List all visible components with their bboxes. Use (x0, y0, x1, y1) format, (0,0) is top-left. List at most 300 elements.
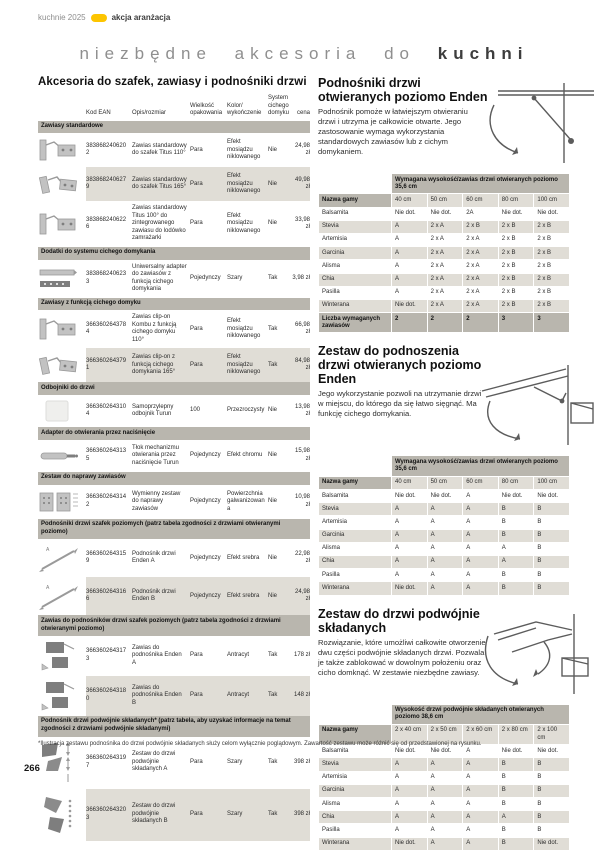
size-column-header: 2 x 60 cm (463, 725, 498, 744)
range-column-header: Nazwa gamy (319, 477, 391, 489)
range-row (319, 745, 569, 757)
product-ean: 3663602643104 (86, 403, 127, 418)
product-image-cell (38, 260, 86, 298)
product-color: Efekt chromu (227, 452, 263, 459)
size-column-header: 2 x 50 cm (428, 725, 463, 744)
range-value: 2 x A (466, 289, 480, 296)
product-image-cell (38, 201, 86, 247)
product-price: 3,98 zł (292, 274, 310, 281)
range-value: 2 x A (463, 300, 498, 312)
product-pack-size: Para (190, 325, 203, 332)
product-color: Efekt mosiądzu niklowanego (227, 167, 268, 201)
band-row (319, 456, 569, 475)
range-name: Winterana (319, 838, 391, 850)
range-value: A (463, 758, 498, 770)
range-value: A (395, 236, 400, 243)
product-pack-size: Pojedynczy (190, 452, 221, 459)
range-value: 2 x B (499, 300, 534, 312)
product-color: Efekt srebra (227, 577, 268, 615)
ean-column-header: Kod EAN (86, 110, 111, 116)
product-price: 24,98 zł (290, 577, 310, 615)
diagram-bifold-set (478, 612, 596, 696)
footnote: *Ilustracja zestawu podnośnika do drzwi podwójnie składanych służy celom wyłącznie poglądowym. Zawartość zestawu może różnić się od przedstawionej na rysunku. (38, 741, 482, 747)
product-softclose: Nie (268, 407, 278, 414)
table-section-label: Podnośniki drzwi szafek poziomych (patrz tabela zgodności z drzwiami otwieranymi poziomo) (38, 519, 310, 540)
product-pack-size: Pojedynczy (190, 577, 227, 615)
accessories-header-row (38, 93, 310, 121)
product-price: 178 zł (293, 652, 310, 659)
range-value: B (501, 518, 506, 525)
range-value: A (395, 774, 400, 781)
hinge-count-value: 2 (428, 313, 463, 332)
table-section-label: Zawiasy standardowe (38, 121, 310, 134)
product-pack-size: 100 (190, 407, 201, 414)
range-value: A (392, 556, 427, 568)
product-price: 13,98 zł (294, 403, 310, 418)
product-price: 398 zł (293, 758, 310, 765)
info-section-body (318, 638, 596, 698)
band-row (319, 705, 569, 724)
product-price: 10,98 zł (294, 494, 310, 508)
range-value: A (463, 582, 498, 594)
hinge-count-value: 3 (499, 313, 534, 332)
product-image-cell (38, 133, 86, 167)
range-value: A (463, 503, 498, 515)
price-column-header: cena (296, 110, 310, 116)
range-value: B (534, 582, 569, 594)
product-row (38, 310, 310, 348)
range-value: A (430, 800, 435, 807)
product-image-cell (38, 539, 86, 577)
hinge-count-value: 2 (463, 313, 498, 332)
product-price: 66,98 zł (294, 321, 310, 336)
product-image-lift-hinge (38, 640, 80, 672)
product-description: Samoprzylepny odbojnik Turun (132, 403, 174, 418)
range-value: A (428, 838, 463, 850)
range-value: B (537, 518, 542, 525)
range-name: Balsamita (322, 492, 349, 499)
range-value: A (428, 758, 463, 770)
info-section-title: Podnośniki drzwi otwieranych poziomo Enden (318, 76, 488, 104)
range-value: Nie dot. (534, 838, 569, 850)
range-value: A (395, 262, 400, 269)
size-column-header: 80 cm (499, 477, 534, 489)
product-image-cell (38, 636, 86, 676)
product-ean: 3838682406233 (86, 271, 127, 285)
size-column-header: 60 cm (463, 194, 498, 206)
range-name: Stevia (319, 758, 391, 770)
product-image-lift-rod (38, 543, 80, 573)
hinge-count-value: 3 (534, 313, 569, 332)
range-value: B (501, 571, 506, 578)
size-header-row (319, 194, 569, 206)
range-value: A (466, 800, 471, 807)
range-value: Nie dot. (537, 210, 559, 217)
range-name: Alisma (322, 545, 341, 552)
svg-text:A: A (46, 585, 50, 592)
range-value: A (392, 785, 427, 797)
table-section-row (38, 121, 310, 134)
range-value: A (430, 571, 435, 578)
product-image-cell (38, 310, 86, 348)
range-value: Nie dot. (537, 492, 559, 499)
band-row (319, 174, 569, 193)
range-value: Nie dot. (392, 582, 427, 594)
product-ean: 3663602643180 (86, 676, 132, 716)
range-value: A (392, 758, 427, 770)
product-row (38, 440, 310, 472)
product-row (38, 167, 310, 201)
product-image-hinge (38, 316, 80, 342)
product-row (38, 133, 310, 167)
product-pack-size: Para (190, 789, 227, 841)
table-section-row (38, 382, 310, 395)
range-row (319, 503, 569, 515)
table-section-row (38, 716, 310, 737)
range-value: A (428, 503, 463, 515)
range-value: A (499, 811, 534, 823)
range-value: 2 x B (499, 247, 534, 259)
product-image-hinge (38, 171, 80, 197)
range-value: A (430, 518, 435, 525)
range-value: B (499, 582, 534, 594)
product-row (38, 636, 310, 676)
product-pack-size: Pojedynczy (190, 274, 221, 281)
product-ean: 3663602643197 (86, 755, 127, 769)
range-value: A (395, 571, 400, 578)
range-name: Pasilla (322, 571, 340, 578)
range-row (319, 260, 569, 272)
hinge-count-row (319, 313, 569, 332)
range-row (319, 838, 569, 850)
catalog-title: kuchnie 2025 (38, 13, 86, 22)
product-ean: 3663602643166 (86, 577, 132, 615)
compatibility-table (318, 455, 570, 595)
range-row (319, 785, 569, 797)
product-row (38, 577, 310, 615)
range-row (319, 516, 569, 528)
product-description: Zawias clip-on z funkcją cichego domykania 165° (132, 348, 190, 382)
range-name: Alisma (322, 262, 341, 269)
range-value: Nie dot. (430, 492, 452, 499)
range-value: 2 x A (466, 262, 480, 269)
range-row (319, 772, 569, 784)
product-row (38, 260, 310, 298)
product-ean: 3663602643784 (86, 321, 127, 336)
range-value: B (499, 838, 534, 850)
product-image-repair-kit (38, 489, 80, 515)
product-description: Zawias standardowy Titus 100° do zintegrowanego zawiasu do lodówko zamrażarki (132, 205, 187, 242)
size-column-header: 2 x 80 cm (499, 725, 534, 744)
product-description: Zestaw do drzwi podwójnie składanych A (132, 751, 176, 773)
range-value: 2 x A (430, 289, 444, 296)
range-value: A (466, 545, 471, 552)
product-image-lift-hinge (38, 680, 80, 712)
band-label: Wysokość drzwi podwójnie składanych otwieranych poziomo 38,6 cm (392, 705, 569, 724)
range-value: A (466, 492, 471, 499)
product-image-cell (38, 577, 86, 615)
range-value: B (537, 800, 542, 807)
product-image-cell (38, 485, 86, 519)
range-row (319, 569, 569, 581)
product-color: Przezroczysty (227, 407, 265, 414)
range-value: Nie dot. (430, 210, 452, 217)
band-spacer (319, 705, 391, 724)
product-softclose: Tak (268, 652, 278, 659)
product-softclose: Tak (268, 676, 290, 716)
band-label: Wymagana wysokość/zawias drzwi otwieranych poziomo 35,6 cm (392, 174, 569, 193)
product-description: Wymienny zestaw do naprawy zawiasów (132, 490, 181, 512)
page-number: 266 (24, 763, 40, 774)
size-column-header: 50 cm (428, 194, 463, 206)
range-value: A (466, 826, 471, 833)
range-value: 2 x B (499, 221, 534, 233)
product-row (38, 539, 310, 577)
range-value: A (395, 826, 400, 833)
range-name: Chia (319, 556, 391, 568)
product-image-lift-rod (38, 581, 80, 611)
range-value: A (430, 826, 435, 833)
range-value: 2 x B (534, 300, 569, 312)
desc-column-header: Opis/rozmiar (132, 110, 167, 116)
range-value: 2 x A (428, 300, 463, 312)
range-name: Chia (319, 811, 391, 823)
table-section-label: Adapter do otwierania przez naciśnięcie (38, 427, 310, 440)
range-row (319, 221, 569, 233)
product-softclose: Tak (268, 789, 290, 841)
product-pack-size: Para (190, 652, 203, 659)
range-value: A (463, 556, 498, 568)
range-row (319, 543, 569, 555)
range-value: B (537, 826, 542, 833)
range-value: A (463, 530, 498, 542)
product-color: Szary (227, 758, 243, 765)
product-image-adapter (38, 267, 80, 291)
table-section-label: Zestaw do naprawy zawiasów (38, 472, 310, 485)
product-row (38, 201, 310, 247)
product-ean: 3663602643791 (86, 348, 132, 382)
size-column-header: 80 cm (499, 194, 534, 206)
size-column-header: 100 cm (534, 194, 569, 206)
range-value: Nie dot. (501, 747, 523, 754)
range-value: A (428, 811, 463, 823)
range-row (319, 287, 569, 299)
range-value: 2 x A (428, 221, 463, 233)
product-color: Powierzchnia galwanizowana (227, 490, 265, 512)
product-price: 49,98 zł (290, 167, 310, 201)
range-row (319, 490, 569, 502)
door-diagram (478, 81, 596, 165)
product-softclose: Tak (268, 758, 278, 765)
range-value: A (392, 811, 427, 823)
range-value: B (499, 758, 534, 770)
compatibility-table (318, 704, 570, 851)
info-section-text: Jego wykorzystanie pozwoli na utrzymanie drzwi w miejscu, do którego da się łatwo sięgnąć. Ma funkcję cichego domykania. (318, 389, 482, 419)
table-section-label: Podnośnik drzwi podwójnie składanych* (patrz tabela, aby uzyskać informacje na temat zgodności z drzwiami podwójnie składanymi) (38, 716, 310, 737)
range-value: 2 x B (534, 274, 569, 286)
range-value: Nie dot. (501, 210, 523, 217)
range-value: A (428, 582, 463, 594)
range-value: 2 x B (534, 247, 569, 259)
info-section (318, 76, 596, 333)
table-section-label: Odbojniki do drzwi (38, 382, 310, 395)
range-value: A (466, 774, 471, 781)
product-description: Uniwersalny adapter do zawiasów z funkcją cichego domykania (132, 263, 187, 293)
range-name: Pasilla (322, 289, 340, 296)
range-value: 2 x B (534, 221, 569, 233)
product-ean: 3838682406226 (86, 216, 127, 231)
range-value: A (392, 221, 427, 233)
range-value: 2 x A (463, 274, 498, 286)
product-price: 84,98 zł (290, 348, 310, 382)
range-name: Stevia (319, 503, 391, 515)
range-row (319, 556, 569, 568)
product-ean: 3838682406279 (86, 167, 132, 201)
info-section-title: Zestaw do drzwi podwójnie składanych (318, 606, 480, 635)
range-value: A (428, 785, 463, 797)
size-column-header: 40 cm (392, 477, 427, 489)
range-value: B (534, 811, 569, 823)
range-name: Garcinia (319, 530, 391, 542)
range-value: Nie dot. (392, 300, 427, 312)
range-row (319, 234, 569, 246)
pack-column-header: Wielkość opakowania (190, 102, 223, 116)
range-value: Nie dot. (537, 747, 559, 754)
product-description: Tłok mechanizmu otwierania przez naciśnięcie Turun (132, 444, 180, 466)
product-color: Antracyt (227, 652, 250, 659)
range-value: A (501, 545, 506, 552)
heading-light: niezbędne akcesoria do (79, 44, 416, 63)
range-value: Nie dot. (392, 838, 427, 850)
product-description: Zawias do podnośnika Enden A (132, 644, 182, 666)
range-value: A (466, 747, 471, 754)
range-value: B (537, 774, 542, 781)
product-softclose: Tak (268, 274, 278, 281)
range-value: 2 x A (428, 274, 463, 286)
product-ean: 3838682406202 (86, 142, 127, 157)
size-column-header: 100 cm (534, 477, 569, 489)
table-section-row (38, 472, 310, 485)
size-column-header: 60 cm (463, 477, 498, 489)
compatibility-table (318, 173, 570, 333)
diagram-lift-set (478, 363, 596, 447)
range-value: A (428, 556, 463, 568)
table-section-row (38, 615, 310, 636)
range-name: Winterana (319, 582, 391, 594)
product-pack-size: Para (190, 758, 203, 765)
range-row (319, 758, 569, 770)
range-value: Nie dot. (430, 747, 452, 754)
range-name: Artemisia (322, 236, 348, 243)
accessories-column (38, 76, 310, 841)
range-value: 2 x B (537, 289, 552, 296)
product-softclose: Nie (268, 452, 278, 459)
product-row (38, 395, 310, 427)
product-image-bumper (38, 399, 80, 423)
range-value: A (395, 545, 400, 552)
product-image-cell (38, 789, 86, 841)
product-price: 24,98 zł (294, 142, 310, 157)
product-row (38, 348, 310, 382)
size-header-row (319, 477, 569, 489)
image-column-header (38, 93, 86, 121)
product-pack-size: Para (190, 348, 227, 382)
range-name: Stevia (319, 221, 391, 233)
product-color: Efekt srebra (227, 554, 260, 561)
range-row (319, 274, 569, 286)
page-heading (0, 44, 608, 64)
product-color: Efekt mosiądzu niklowanego (227, 139, 261, 161)
product-image-hinge (38, 211, 80, 237)
product-price: 15,98 zł (294, 448, 310, 462)
range-row (319, 247, 569, 259)
band-spacer (319, 456, 391, 475)
band-spacer (319, 174, 391, 193)
range-value: 2A (466, 210, 474, 217)
product-image-cell (38, 440, 86, 472)
info-section-body (318, 389, 596, 449)
range-value: 2 x B (499, 274, 534, 286)
range-value: B (499, 530, 534, 542)
product-color: Szary (227, 274, 243, 281)
range-value: A (430, 545, 435, 552)
range-row (319, 300, 569, 312)
range-value: B (501, 800, 506, 807)
range-value: B (499, 503, 534, 515)
range-value: B (534, 556, 569, 568)
range-value: Nie dot. (501, 492, 523, 499)
product-description: Zawias standardowy do szafek Titus 110° (132, 142, 187, 157)
product-softclose: Tak (268, 348, 290, 382)
info-section-text: Podnośnik pomoże w łatwiejszym otwieraniu drzwi i utrzyma je całkowicie otwarte. Jego zastosowanie wymaga wykorzystania standardowych zawiasów lub z cichym domykaniem. (318, 107, 468, 157)
range-value: A (430, 774, 435, 781)
top-bar (38, 13, 170, 22)
range-value: A (392, 274, 427, 286)
product-description: Zawias standardowy do szafek Titus 165° (132, 167, 190, 201)
range-name: Winterana (319, 300, 391, 312)
yellow-dash-icon (91, 14, 107, 22)
info-section-text: Rozwiązanie, które umożliwi całkowite otworzenie dwu części podwójnie składanych drzwi. Pozwala je także zablokować w dowolnym położeniu oraz cicho domknąć. W zestawie niezbędne zawiasy. (318, 637, 486, 677)
product-color: Szary (227, 789, 268, 841)
color-column-header: Kolor/ wykończenie (227, 102, 262, 116)
range-value: 2 x B (501, 262, 516, 269)
range-value: 2 x A (463, 247, 498, 259)
product-pack-size: Para (190, 676, 227, 716)
info-section-title: Zestaw do podnoszenia drzwi otwieranych poziomo Enden (318, 344, 482, 387)
product-pack-size: Para (190, 220, 203, 227)
range-row (319, 530, 569, 542)
range-value: A (463, 838, 498, 850)
range-value: B (534, 503, 569, 515)
range-name: Garcinia (319, 785, 391, 797)
range-value: B (534, 758, 569, 770)
product-image-bifold-kit (38, 793, 80, 837)
range-value: A (428, 530, 463, 542)
svg-text:A: A (46, 547, 50, 554)
range-value: 2 x A (430, 262, 444, 269)
range-value: A (466, 571, 471, 578)
product-image-cell (38, 395, 86, 427)
size-column-header: 2 x 40 cm (392, 725, 427, 744)
door-diagram (478, 612, 596, 696)
range-value: 2 x B (501, 236, 516, 243)
range-value: B (534, 785, 569, 797)
product-color: Efekt mosiądzu niklowanego (227, 348, 268, 382)
size-column-header: 2 x 100 cm (534, 725, 569, 744)
campaign-label: akcja aranżacja (111, 13, 171, 22)
product-image-piston (38, 444, 80, 468)
product-price: 33,98 zł (294, 216, 310, 231)
